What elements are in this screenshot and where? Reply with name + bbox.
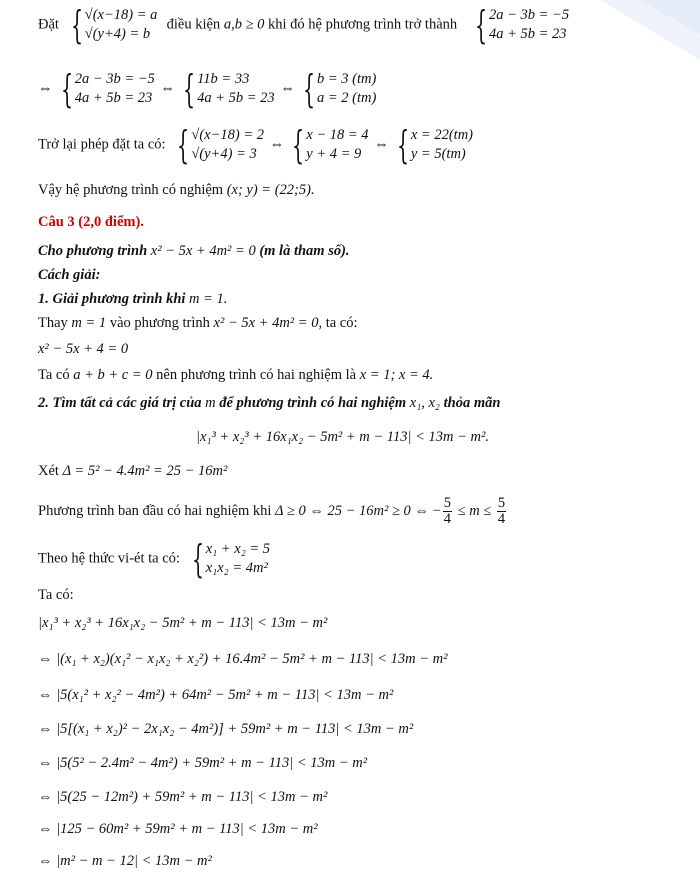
transformed-system: { 2a − 3b = −5 4a + 5b = 23	[474, 3, 570, 47]
taco-label: Ta có:	[38, 587, 74, 603]
conclusion-line: Vậy hệ phương trình có nghiệm (x; y) = (22;5).	[38, 182, 315, 198]
intro-line: Đặt { √(x−18) = a √(y+4) = b điều kiện a,b ≥ 0 khi đó hệ phương trình trở thành { 2a − 3b = −5 4a + 5b = 23	[38, 3, 570, 47]
question-3-prompt: Cho phương trình x² − 5x + 4m² = 0 (m là tham số).	[38, 243, 350, 259]
step-7: ⇔ |125 − 60m² + 59m² + m − 113| < 13m − m²	[38, 821, 318, 837]
substitution-system: { √(x−18) = a √(y+4) = b	[70, 3, 158, 47]
part-2-condition: |x₁³ + x₂³ + 16x₁x₂ − 5m² + m − 113| < 13m − m².	[196, 429, 489, 445]
part-1-roots: Ta có a + b + c = 0 nên phương trình có hai nghiệm là x = 1; x = 4.	[38, 367, 434, 383]
delta-condition-line: Phương trình ban đầu có hai nghiệm khi Δ ≥ 0 ⇔ 25 − 16m² ≥ 0 ⇔ − $\frac{5}{4}$ ≤ m ≤ $\frac{5}{4}$	[38, 495, 506, 527]
step-5: ⇔ |5(5² − 2.4m² − 4m²) + 59m² + m − 113| < 13m − m²	[38, 755, 368, 771]
step-3: ⇔ |5(x₁² + x₂² − 4m²) + 64m² − 5m² + m − 113| < 13m − m²	[38, 687, 394, 703]
step-8: ⇔ |m² − m − 12| < 13m − m²	[38, 853, 212, 869]
question-3-title: Câu 3 (2,0 điểm).	[38, 214, 144, 230]
solve-line: ⇔ { 2a − 3b = −5 4a + 5b = 23 ⇔ { 11b = 33 4a + 5b = 23 ⇔ { b = 3 (tm) a = 2 (tm)	[38, 67, 377, 111]
step-4: ⇔ |5[(x₁ + x₂)² − 2x₁x₂ − 4m²)] + 59m² + m − 113| < 13m − m²	[38, 721, 414, 737]
part-1-substitute: Thay m = 1 vào phương trình x² − 5x + 4m² = 0, ta có:	[38, 315, 358, 331]
part-2-title: 2. Tìm tất cả các giá trị của m để phương trình có hai nghiệm x₁, x₂ thỏa mãn	[38, 395, 501, 411]
method-heading: Cách giải:	[38, 267, 101, 283]
step-1: |x₁³ + x₂³ + 16x₁x₂ − 5m² + m − 113| < 13m − m²	[38, 615, 328, 631]
back-substitution-line: Trở lại phép đặt ta có: { √(x−18) = 2 √(y+4) = 3 ⇔ { x − 18 = 4 y + 4 = 9 ⇔ { x = 22(tm) y = 5(tm)	[38, 123, 474, 167]
vieta-line: Theo hệ thức vi-ét ta có: { x₁ + x₂ = 5 x₁x₂ = 4m²	[38, 537, 271, 581]
step-2: ⇔ |(x₁ + x₂)(x₁² − x₁x₂ + x₂²) + 16.4m² − 5m² + m − 113| < 13m − m²	[38, 651, 448, 667]
part-1-title: 1. Giải phương trình khi m = 1.	[38, 291, 228, 307]
step-6: ⇔ |5(25 − 12m²) + 59m² + m − 113| < 13m − m²	[38, 789, 328, 805]
part-1-equation: x² − 5x + 4 = 0	[38, 341, 129, 357]
delta-line: Xét Δ = 5² − 4.4m² = 25 − 16m²	[38, 463, 228, 479]
